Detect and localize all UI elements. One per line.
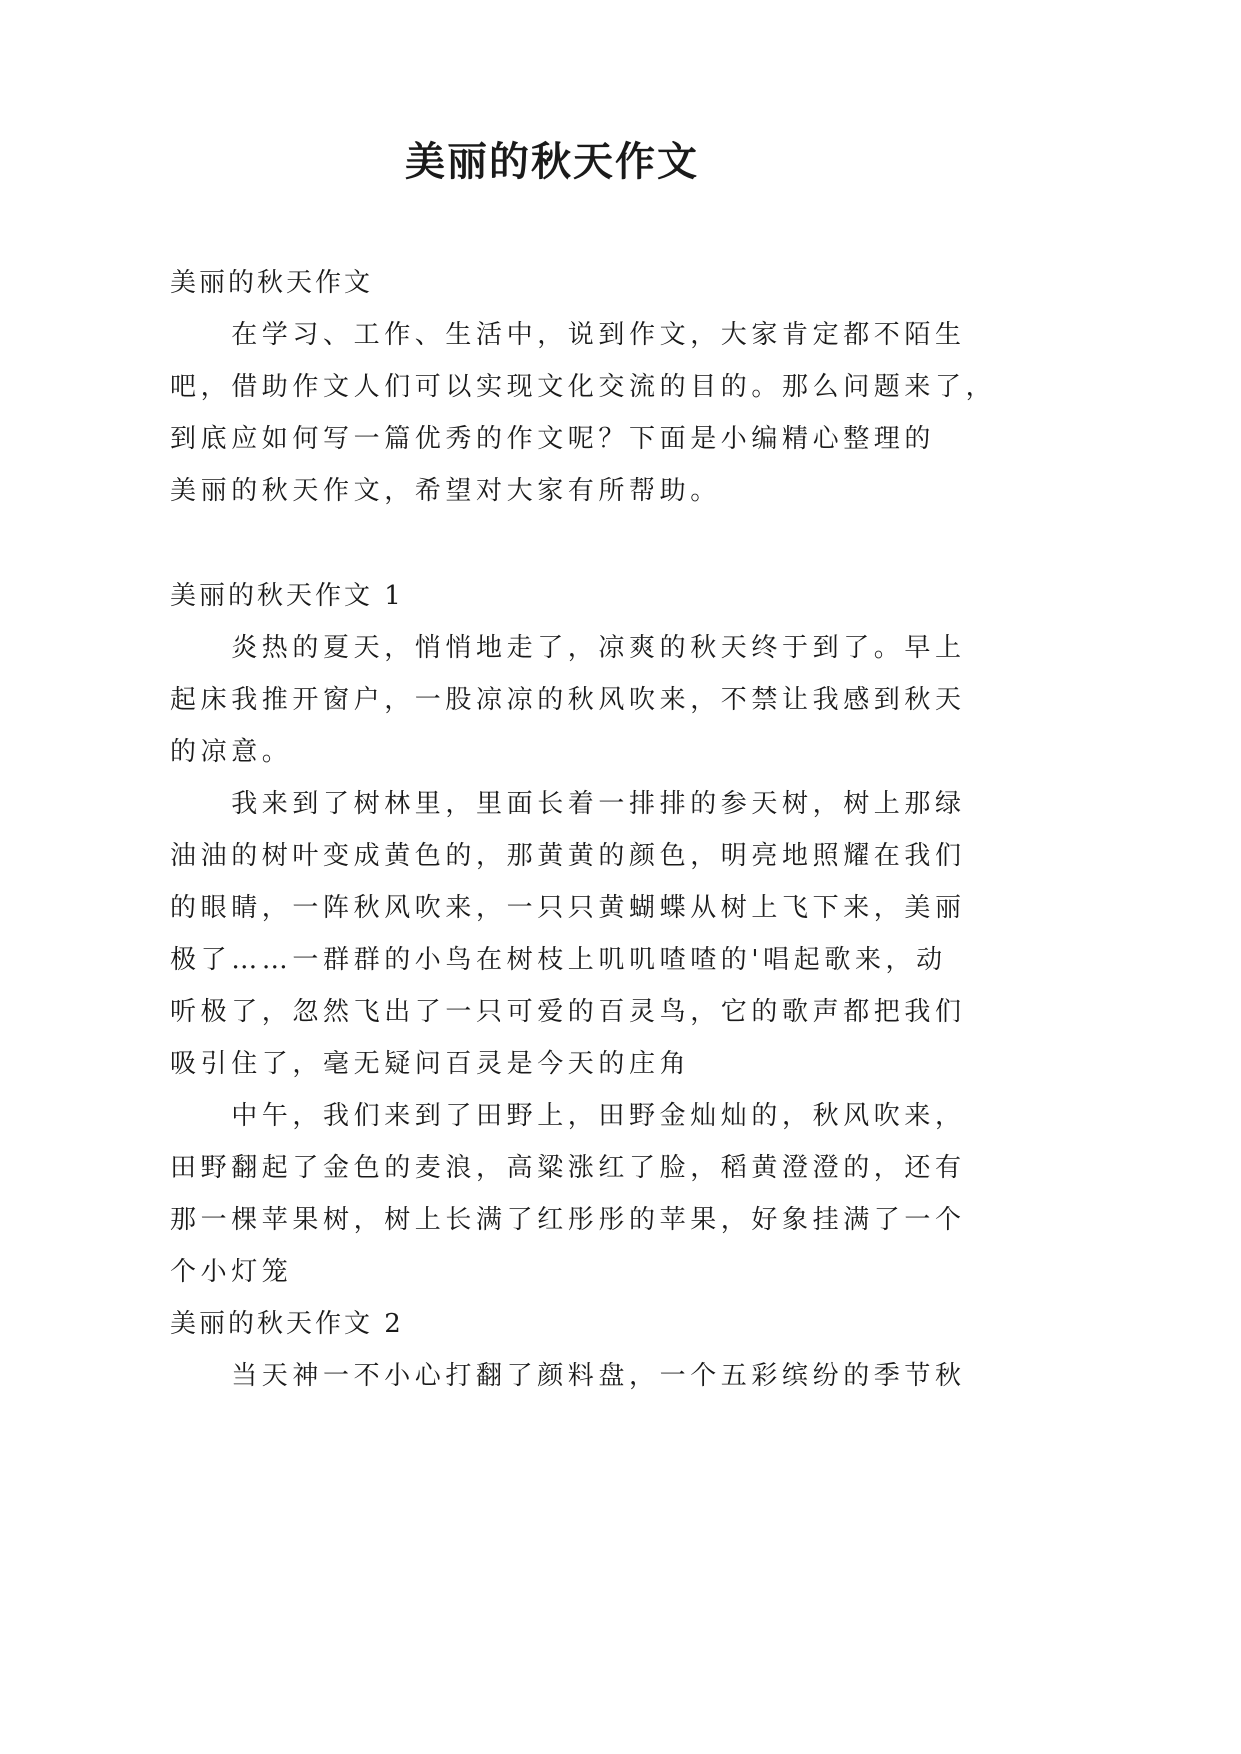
intro-line: 在学习、工作、生活中，说到作文，大家肯定都不陌生 bbox=[170, 320, 966, 350]
paragraph-line: 那一棵苹果树，树上长满了红彤彤的苹果，好象挂满了一个 bbox=[170, 1205, 966, 1235]
intro-heading: 美丽的秋天作文 bbox=[170, 268, 374, 298]
paragraph-line: 听极了，忽然飞出了一只可爱的百灵鸟，它的歌声都把我们 bbox=[170, 997, 966, 1027]
document-title: 美丽的秋天作文 bbox=[405, 138, 699, 185]
paragraph-line: 极了……一群群的小鸟在树枝上叽叽喳喳的'唱起歌来，动 bbox=[170, 945, 947, 975]
paragraph-line: 中午，我们来到了田野上，田野金灿灿的，秋风吹来， bbox=[170, 1101, 966, 1131]
paragraph-line: 当天神一不小心打翻了颜料盘，一个五彩缤纷的季节秋 bbox=[170, 1361, 966, 1391]
essay2-heading: 美丽的秋天作文 2 bbox=[170, 1309, 404, 1339]
intro-line: 吧，借助作文人们可以实现文化交流的目的。那么问题来了， bbox=[170, 372, 997, 402]
paragraph-line: 油油的树叶变成黄色的，那黄黄的颜色，明亮地照耀在我们 bbox=[170, 841, 966, 871]
paragraph-line: 我来到了树林里，里面长着一排排的参天树，树上那绿 bbox=[170, 789, 966, 819]
intro-line: 美丽的秋天作文，希望对大家有所帮助。 bbox=[170, 476, 721, 506]
paragraph-line: 起床我推开窗户，一股凉凉的秋风吹来，不禁让我感到秋天 bbox=[170, 685, 966, 715]
essay1-heading: 美丽的秋天作文 1 bbox=[170, 581, 404, 611]
paragraph-line: 炎热的夏天，悄悄地走了，凉爽的秋天终于到了。早上 bbox=[170, 633, 966, 663]
intro-line: 到底应如何写一篇优秀的作文呢？下面是小编精心整理的 bbox=[170, 424, 936, 454]
paragraph-line: 的凉意。 bbox=[170, 737, 293, 767]
paragraph-line: 吸引住了，毫无疑问百灵是今天的庄角 bbox=[170, 1049, 691, 1079]
paragraph-line: 的眼睛，一阵秋风吹来，一只只黄蝴蝶从树上飞下来，美丽 bbox=[170, 893, 966, 923]
paragraph-line: 田野翻起了金色的麦浪，高粱涨红了脸，稻黄澄澄的，还有 bbox=[170, 1153, 966, 1183]
paragraph-line: 个小灯笼 bbox=[170, 1257, 293, 1287]
